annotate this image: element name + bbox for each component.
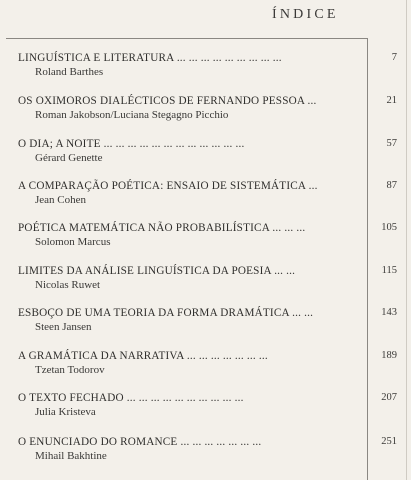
entry-page-number: 87 xyxy=(386,180,397,191)
entry-page-number: 105 xyxy=(381,222,397,233)
index-entry xyxy=(18,222,406,256)
index-entry xyxy=(18,307,406,341)
index-entry xyxy=(18,52,406,86)
entry-title: O ENUNCIADO DO ROMANCE ... ... ... ... ... ... ... xyxy=(18,436,262,448)
entry-title: ESBOÇO DE UMA TEORIA DA FORMA DRAMÁTICA ... ... xyxy=(18,307,314,319)
entry-author: Julia Kristeva xyxy=(35,406,96,418)
entry-title: A COMPARAÇÃO POÉTICA: ENSAIO DE SISTEMÁTICA ... xyxy=(18,180,318,192)
entry-page-number: 251 xyxy=(381,436,397,447)
entry-page-number: 21 xyxy=(386,95,397,106)
entry-title: LINGUÍSTICA E LITERATURA ... ... ... ... ... ... ... ... ... xyxy=(18,52,282,64)
entry-author: Solomon Marcus xyxy=(35,236,111,248)
index-heading: ÍNDICE xyxy=(272,7,339,22)
entry-author: Steen Jansen xyxy=(35,321,92,333)
entry-page-number: 207 xyxy=(381,392,397,403)
index-entry xyxy=(18,436,406,470)
entry-page-number: 7 xyxy=(391,52,397,63)
entry-title: O TEXTO FECHADO ... ... ... ... ... ... ... ... ... ... xyxy=(18,392,244,404)
entry-author: Mihail Bakhtine xyxy=(35,450,107,462)
entry-title: O DIA; A NOITE ... ... ... ... ... ... ... ... ... ... ... ... xyxy=(18,138,245,150)
entry-page-number: 57 xyxy=(386,138,397,149)
index-entry xyxy=(18,138,406,172)
entry-author: Tzetan Todorov xyxy=(35,364,105,376)
entry-author: Roland Barthes xyxy=(35,66,104,78)
index-entry xyxy=(18,350,406,384)
entry-author: Roman Jakobson/Luciana Stegagno Picchio xyxy=(35,109,229,121)
entry-page-number: 143 xyxy=(381,307,397,318)
entry-page-number: 189 xyxy=(381,350,397,361)
entry-author: Nicolas Ruwet xyxy=(35,279,101,291)
entry-author: Jean Cohen xyxy=(35,194,87,206)
entry-page-number: 115 xyxy=(381,265,397,276)
index-entry xyxy=(18,392,406,426)
index-entry xyxy=(18,180,406,214)
entry-title: POÉTICA MATEMÁTICA NÃO PROBABILÍSTICA ... ... ... xyxy=(18,222,306,234)
top-rule xyxy=(6,38,368,39)
entry-author: Gérard Genette xyxy=(35,152,103,164)
entry-title: OS OXIMOROS DIALÉCTICOS DE FERNANDO PESSOA ... xyxy=(18,95,317,107)
entry-title: LIMITES DA ANÁLISE LINGUÍSTICA DA POESIA ... ... xyxy=(18,265,296,277)
index-entry xyxy=(18,95,406,129)
page-edge xyxy=(406,0,407,480)
index-entry xyxy=(18,265,406,299)
entry-title: A GRAMÁTICA DA NARRATIVA ... ... ... ... ... ... ... xyxy=(18,350,268,362)
